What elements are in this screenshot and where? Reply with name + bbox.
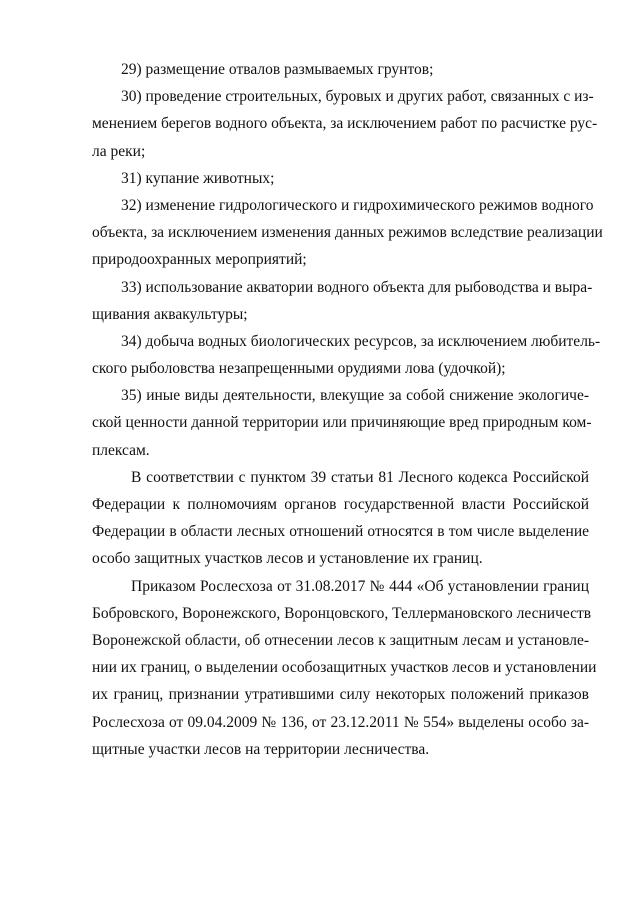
text-line: объекта, за исключением изменения данных режимов вследствие реализации xyxy=(92,224,603,242)
document-body xyxy=(92,56,603,763)
text-line: менением берегов водного объекта, за исключением работ по расчистке рус- xyxy=(92,115,598,133)
text-line: Федерации в области лесных отношений относятся в том числе выделение xyxy=(92,523,589,541)
text-line: ла реки; xyxy=(92,142,146,160)
text-line: щитные участки лесов на территории лесничества. xyxy=(92,740,430,758)
list-item-32 xyxy=(92,192,603,274)
text-line: Федерации к полномочиям органов государственной власти Российской xyxy=(92,496,589,513)
list-item-30 xyxy=(92,83,598,165)
text-line: их границ, признании утратившими силу некоторых положений приказов xyxy=(92,686,589,704)
list-item-34 xyxy=(92,328,601,382)
text-line: нии их границ, о выделении особозащитных участков лесов и установлении xyxy=(92,659,597,677)
text-line: плексам. xyxy=(92,441,150,459)
text-line: Бобровского, Воронежского, Воронцовского, Теллермановского лесничеств xyxy=(92,604,592,622)
list-item-31 xyxy=(92,165,589,192)
text-line: 29) размещение отвалов размываемых грунтов; xyxy=(121,61,434,78)
text-line: 32) изменение гидрологического и гидрохимического режимов водного xyxy=(121,196,594,214)
text-line: 31) купание животных; xyxy=(121,169,275,187)
text-line: 33) использование акватории водного объекта для рыбоводства и выра- xyxy=(121,278,593,296)
text-line: природоохранных мероприятий; xyxy=(92,251,307,269)
text-line: ского рыболовства незапрещенными орудиями лова (удочкой); xyxy=(92,360,506,378)
text-line: 35) иные виды деятельности, влекущие за собой снижение экологиче- xyxy=(121,387,589,405)
text-line: ской ценности данной территории или причиняющие вред природным ком- xyxy=(92,414,592,432)
list-item-35 xyxy=(92,382,592,464)
text-line: 34) добыча водных биологических ресурсов, за исключением любитель- xyxy=(121,332,601,350)
text-line: Рослесхоза от 09.04.2009 № 136, от 23.12.2011 № 554» выделены особо за- xyxy=(92,713,589,731)
text-line: Воронежской области, об отнесении лесов к защитным лесам и установле- xyxy=(92,631,589,649)
list-item-33 xyxy=(92,274,593,328)
text-line: В соответствии с пунктом 39 статьи 81 Лесного кодекса Российской xyxy=(131,468,589,486)
order-paragraph xyxy=(92,573,597,763)
forest-code-paragraph xyxy=(92,464,589,573)
text-line: щивания аквакультуры; xyxy=(92,305,248,323)
text-line: Приказом Рослесхоза от 31.08.2017 № 444 «Об установлении границ xyxy=(131,577,589,595)
text-line: 30) проведение строительных, буровых и других работ, связанных с из- xyxy=(121,88,594,106)
list-item-29 xyxy=(92,56,589,83)
text-line: особо защитных участков лесов и установление их границ. xyxy=(92,550,483,568)
